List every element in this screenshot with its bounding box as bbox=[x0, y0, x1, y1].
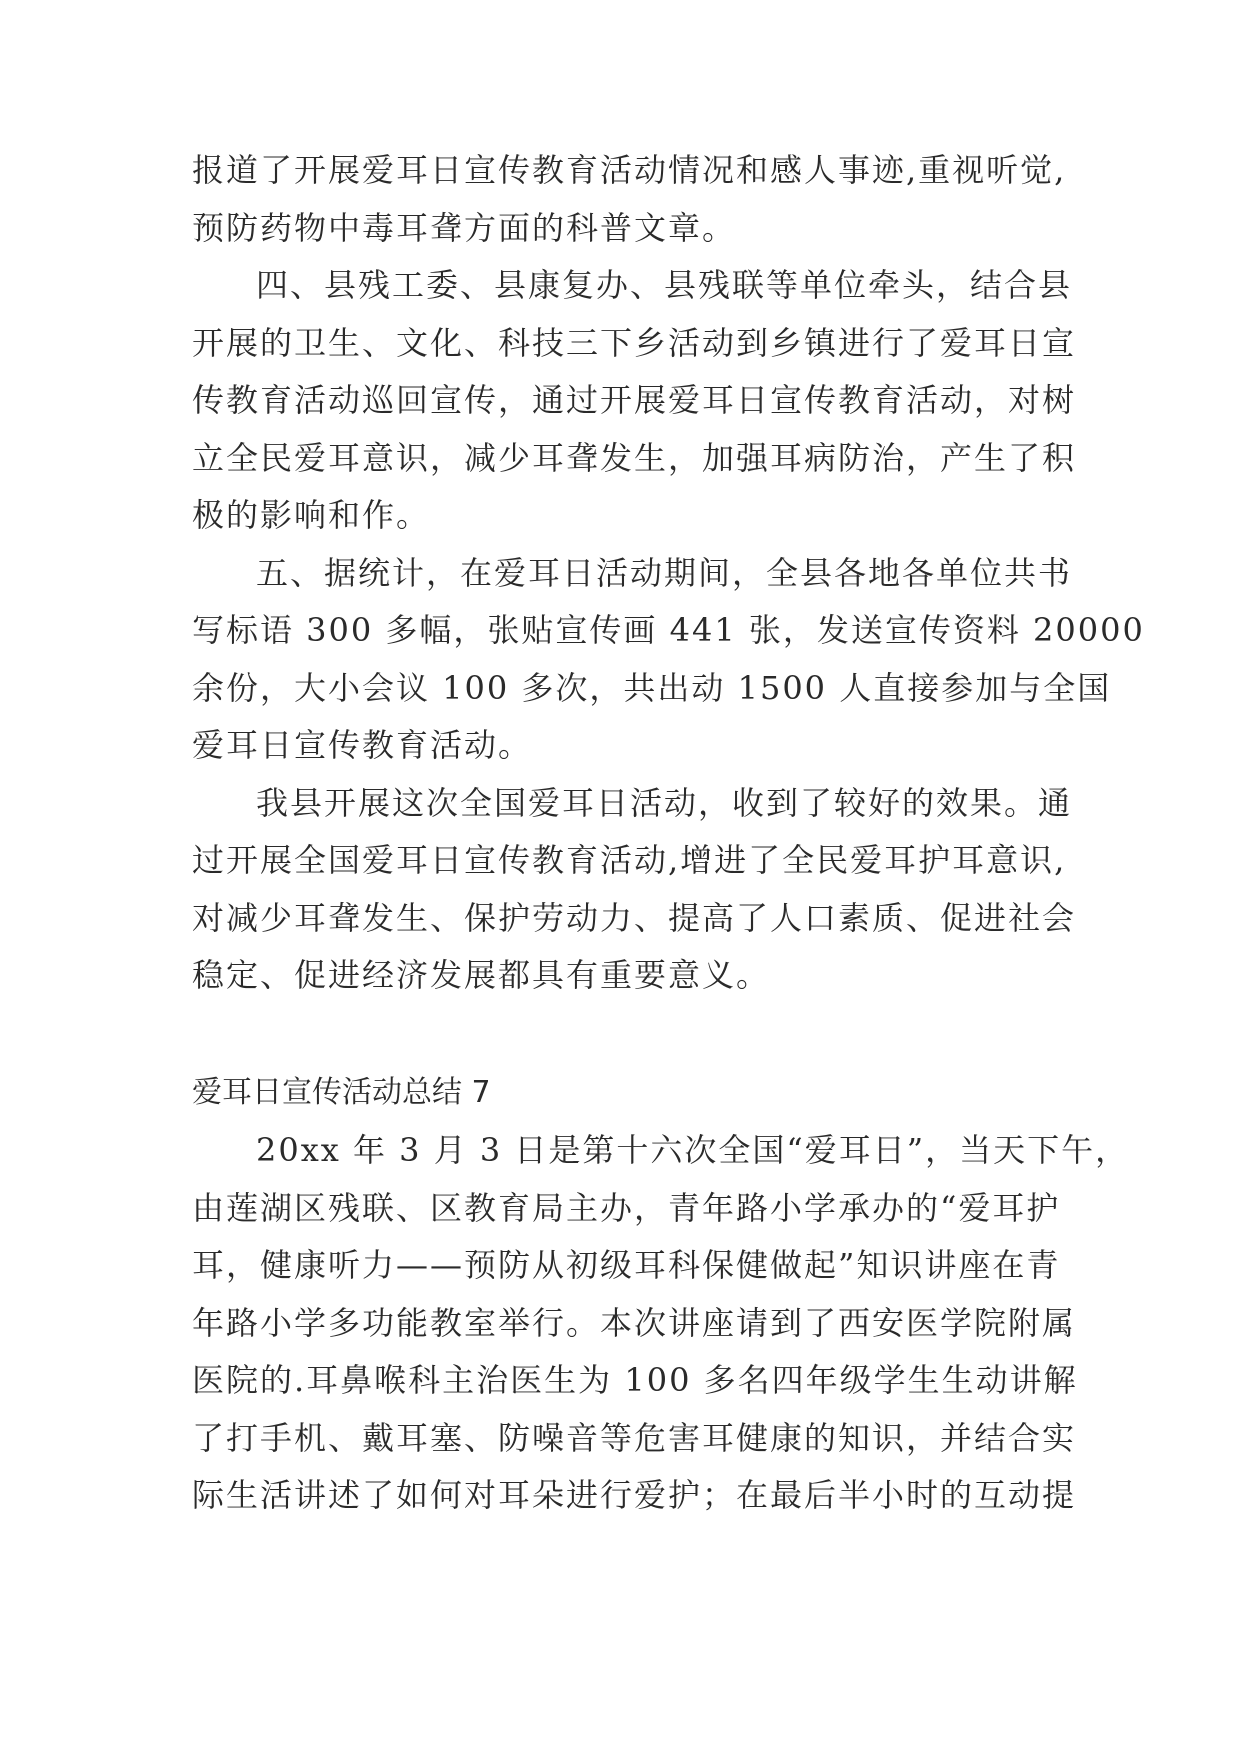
paragraph-line: 我县开展这次全国爱耳日活动，收到了较好的效果。通 bbox=[256, 784, 1073, 822]
paragraph-line: 由莲湖区残联、区教育局主办，青年路小学承办的“爱耳护 bbox=[192, 1189, 1061, 1227]
paragraph-line: 对减少耳聋发生、保护劳动力、提高了人口素质、促进社会 bbox=[192, 899, 1077, 937]
paragraph-line: 预防药物中毒耳聋方面的科普文章。 bbox=[192, 209, 737, 247]
paragraph-line: 了打手机、戴耳塞、防噪音等危害耳健康的知识，并结合实 bbox=[192, 1419, 1077, 1457]
paragraph-line: 稳定、促进经济发展都具有重要意义。 bbox=[192, 956, 771, 994]
section-title: 爱耳日宣传活动总结 7 bbox=[192, 1075, 491, 1110]
paragraph-line: 立全民爱耳意识，减少耳聋发生，加强耳病防治，产生了积 bbox=[192, 439, 1077, 477]
paragraph-line: 四、县残工委、县康复办、县残联等单位牵头，结合县 bbox=[256, 266, 1073, 304]
paragraph-line: 际生活讲述了如何对耳朵进行爱护；在最后半小时的互动提 bbox=[192, 1476, 1077, 1514]
paragraph-line: 医院的.耳鼻喉科主治医生为 100 多名四年级学生生动讲解 bbox=[192, 1361, 1078, 1399]
paragraph-line: 耳，健康听力——预防从初级耳科保健做起”知识讲座在青 bbox=[192, 1246, 1061, 1284]
paragraph-line: 五、据统计，在爱耳日活动期间，全县各地各单位共书 bbox=[256, 554, 1073, 592]
paragraph-line: 开展的卫生、文化、科技三下乡活动到乡镇进行了爱耳日宣 bbox=[192, 324, 1077, 362]
paragraph-line: 年路小学多功能教室举行。本次讲座请到了西安医学院附属 bbox=[192, 1304, 1077, 1342]
paragraph-line: 写标语 300 多幅，张贴宣传画 441 张，发送宣传资料 20000 bbox=[192, 611, 1145, 649]
paragraph-line: 报道了开展爱耳日宣传教育活动情况和感人事迹,重视听觉, bbox=[192, 151, 1067, 189]
paragraph-line: 20xx 年 3 月 3 日是第十六次全国“爱耳日”，当天下午， bbox=[256, 1131, 1130, 1169]
paragraph-line: 传教育活动巡回宣传，通过开展爱耳日宣传教育活动，对树 bbox=[192, 381, 1077, 419]
paragraph-line: 极的影响和作。 bbox=[192, 496, 431, 534]
paragraph-line: 爱耳日宣传教育活动。 bbox=[192, 726, 533, 764]
paragraph-line: 过开展全国爱耳日宣传教育活动,增进了全民爱耳护耳意识, bbox=[192, 841, 1067, 879]
paragraph-line: 余份，大小会议 100 多次，共出动 1500 人直接参加与全国 bbox=[192, 669, 1112, 707]
